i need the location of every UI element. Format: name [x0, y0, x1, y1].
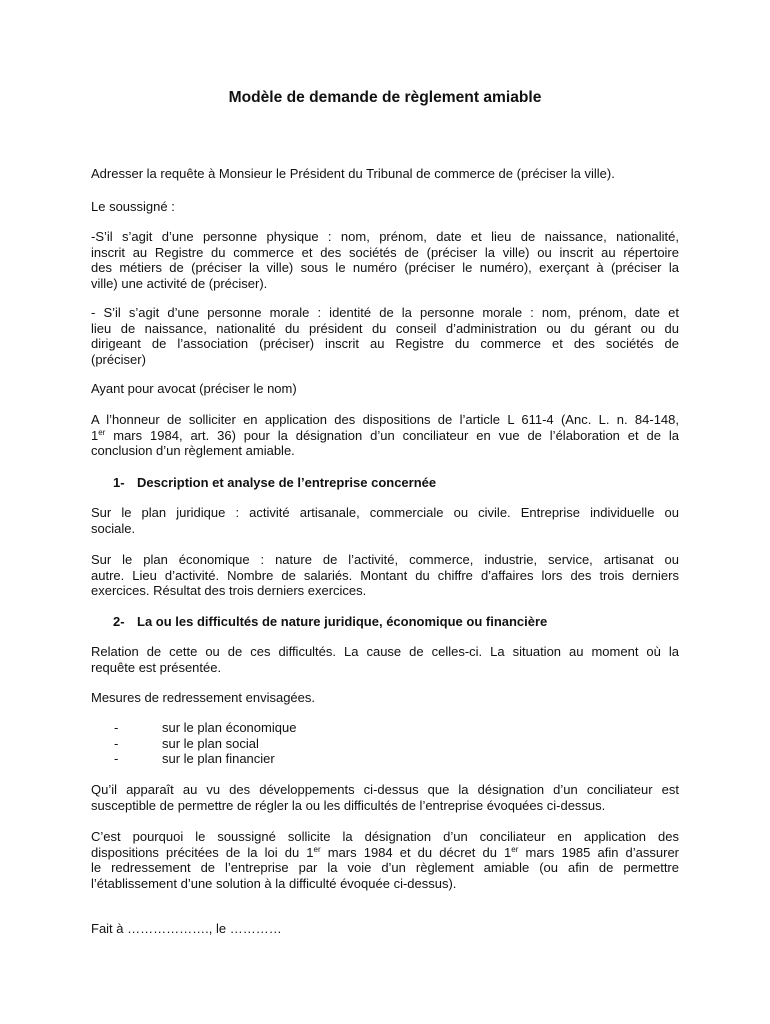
- heading-text: La ou les difficultés de nature juridique, économique ou financière: [137, 614, 548, 629]
- text-line: [91, 428, 679, 444]
- section-heading-1: [91, 475, 679, 491]
- text-line: Relation de cette ou de ces difficultés. La cause de celles-ci. La situation au moment où la: [91, 644, 679, 659]
- superscript: er: [313, 844, 321, 854]
- heading-number: 1-: [113, 475, 125, 490]
- list-item-text: sur le plan social: [162, 735, 259, 751]
- paragraph-personne-morale: [91, 305, 679, 367]
- text-line: le redressement de l’entreprise par la voie d’un règlement amiable (ou afin de permettre: [91, 860, 679, 875]
- paragraph-mesures: [91, 690, 679, 706]
- text-line: sociale.: [91, 520, 136, 536]
- paragraph-pourquoi: [91, 829, 679, 891]
- text-line: Sur le plan juridique : activité artisanale, commerciale ou civile. Entreprise individuelle ou: [91, 505, 679, 520]
- text-fragment: dispositions précitées de la loi du 1: [91, 844, 314, 860]
- text-line: l’établissement d’une solution à la difficulté évoquée ci-dessus).: [91, 875, 457, 891]
- heading-number: 2-: [113, 614, 125, 629]
- text-line: Adresser la requête à Monsieur le Président du Tribunal de commerce de (préciser la ville).: [91, 166, 615, 181]
- text-line: dirigeant de l’association (préciser) inscrit au Registre du commerce et des sociétés de: [91, 336, 679, 351]
- text-line: C’est pourquoi le soussigné sollicite la désignation d’un conciliateur en application des: [91, 829, 679, 844]
- text-line: Le soussigné :: [91, 199, 175, 214]
- list-item: [114, 720, 679, 736]
- paragraph-soussigne: [91, 199, 679, 215]
- text-line: inscrit au Registre du commerce et des sociétés de (préciser la ville) ou inscrit au répertoire: [91, 244, 679, 260]
- heading-text: Description et analyse de l’entreprise concernée: [137, 475, 437, 490]
- list-item-text: sur le plan économique: [162, 720, 297, 735]
- text-line: Ayant pour avocat (préciser le nom): [91, 381, 297, 396]
- text-line: requête est présentée.: [91, 659, 222, 675]
- bullet-dash: -: [114, 751, 119, 766]
- text-line: lieu de naissance, nationalité du président du conseil d’administration ou du gérant ou du: [91, 320, 679, 336]
- text-fragment: 1: [91, 427, 99, 443]
- text-fragment: mars 1985 afin d’assurer: [518, 844, 680, 860]
- text-line: [91, 845, 679, 861]
- text-line: des métiers de (préciser la ville) sous le numéro (préciser le numéro), exerçant à (préciser la: [91, 260, 679, 275]
- text-line: exercices. Résultat des trois derniers exercices.: [91, 583, 367, 598]
- bullet-dash: -: [114, 720, 119, 735]
- superscript: er: [511, 844, 519, 854]
- section-heading-2: [91, 614, 679, 630]
- document-title: Modèle de demande de règlement amiable: [228, 89, 542, 106]
- paragraph-avocat: [91, 381, 679, 397]
- text-line: A l’honneur de solliciter en application des dispositions de l’article L 611-4 (Anc. L. n. 84-148,: [91, 412, 679, 427]
- text-line: (préciser): [91, 351, 146, 367]
- list-item: [114, 751, 679, 767]
- paragraph-plan-economique: [91, 552, 679, 599]
- text-line: susceptible de permettre de régler la ou les difficultés de l’entreprise évoquées ci-dessus.: [91, 797, 606, 813]
- text-fragment: mars 1984 et du décret du 1: [320, 844, 512, 860]
- bullet-list: [91, 720, 679, 767]
- text-line: conclusion d’un règlement amiable.: [91, 443, 295, 458]
- list-item: [114, 736, 679, 752]
- paragraph-fait: [91, 921, 679, 937]
- text-line: -S’il s’agit d’une personne physique : nom, prénom, date et lieu de naissance, nationalité,: [91, 229, 679, 244]
- paragraph-address: [91, 166, 679, 182]
- paragraph-relation: [91, 644, 679, 675]
- text-line: Mesures de redressement envisagées.: [91, 690, 316, 705]
- text-line: - S’il s’agit d’une personne morale : identité de la personne morale : nom, prénom, date et: [91, 305, 679, 320]
- text-line: Qu’il apparaît au vu des développements ci-dessus que la désignation d’un conciliateur est: [91, 782, 679, 797]
- text-fragment: mars 1984, art. 36) pour la désignation d’un conciliateur en vue de l’élaboration et de la: [105, 427, 679, 443]
- text-line: autre. Lieu d’activité. Nombre de salariés. Montant du chiffre d’affaires lors des trois derniers: [91, 567, 679, 583]
- paragraph-plan-juridique: [91, 505, 679, 536]
- bullet-dash: -: [114, 735, 119, 751]
- text-line: Fait à ………………., le …………: [91, 921, 282, 936]
- list-item-text: sur le plan financier: [162, 751, 275, 766]
- superscript: er: [98, 427, 106, 437]
- paragraph-honneur: [91, 412, 679, 459]
- paragraph-apparait: [91, 782, 679, 813]
- text-line: ville) une activité de (préciser).: [91, 275, 268, 291]
- text-line: Sur le plan économique : nature de l’activité, commerce, industrie, service, artisanat ou: [91, 552, 679, 567]
- paragraph-personne-physique: [91, 229, 679, 291]
